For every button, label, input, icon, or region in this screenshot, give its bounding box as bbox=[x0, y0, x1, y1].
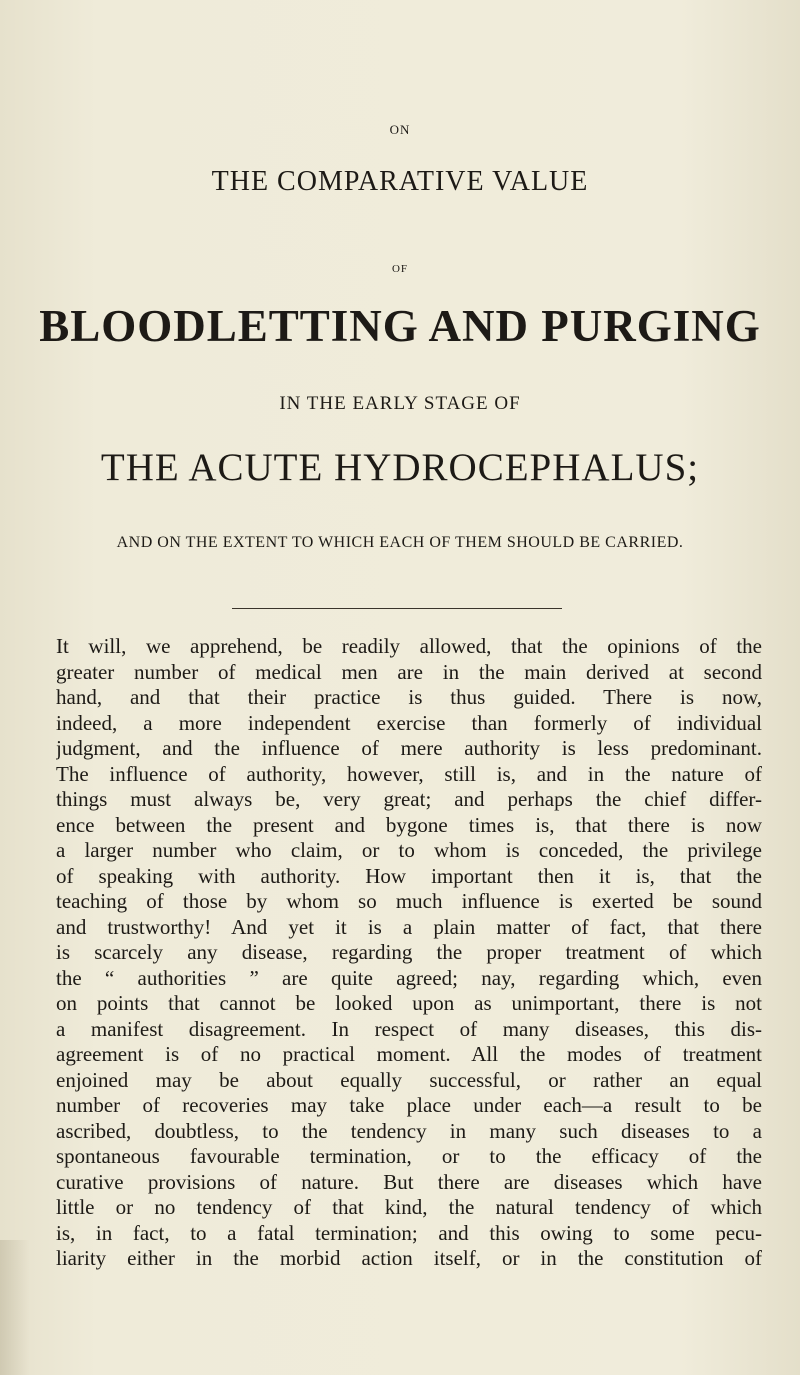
body-line: greater number of medical men are in the main derived at second bbox=[56, 659, 762, 684]
body-line: The influence of authority, however, still is, and in the nature of bbox=[56, 761, 762, 786]
body-paragraph bbox=[56, 634, 762, 1272]
title-line-1: THE COMPARATIVE VALUE bbox=[211, 166, 589, 197]
body-line: a larger number who claim, or to whom is conceded, the privilege bbox=[56, 838, 762, 862]
title-line-2: BLOODLETTING AND PURGING bbox=[39, 301, 761, 351]
body-line: enjoined may be about equally successful, or rather an equal bbox=[56, 1067, 762, 1092]
body-line: hand, and that their practice is thus guided. There is now, bbox=[56, 685, 762, 709]
section-divider bbox=[232, 608, 562, 609]
body-line: agreement is of no practical moment. All the modes of treatment bbox=[56, 1042, 762, 1066]
body-line: number of recoveries may take place under each—a result to be bbox=[56, 1093, 762, 1117]
body-line: ascribed, doubtless, to the tendency in many such diseases to a bbox=[56, 1118, 762, 1143]
heading-of: OF bbox=[391, 263, 409, 275]
body-line: curative provisions of nature. But there are diseases which have bbox=[56, 1169, 762, 1194]
body-line: on points that cannot be looked upon as unimportant, there is not bbox=[56, 991, 762, 1015]
subtitle-line-1: IN THE EARLY STAGE OF bbox=[279, 393, 521, 414]
body-line: spontaneous favourable termination, or to the efficacy of the bbox=[56, 1144, 762, 1168]
heading-on: ON bbox=[389, 122, 411, 137]
body-line: a manifest disagreement. In respect of many diseases, this dis- bbox=[56, 1016, 762, 1041]
body-line: of speaking with authority. How important then it is, that the bbox=[56, 863, 762, 888]
body-line: indeed, a more independent exercise than formerly of individual bbox=[56, 710, 762, 735]
body-line: It will, we apprehend, be readily allowed, that the opinions of the bbox=[56, 634, 762, 658]
page-edge-shadow bbox=[0, 1240, 30, 1375]
body-line: judgment, and the influence of mere authority is less predominant. bbox=[56, 736, 762, 760]
body-line: liarity either in the morbid action itself, or in the constitution of bbox=[56, 1246, 762, 1270]
body-line: the “ authorities ” are quite agreed; nay, regarding which, even bbox=[56, 965, 762, 990]
subtitle-line-2: AND ON THE EXTENT TO WHICH EACH OF THEM SHOULD BE CARRIED. bbox=[116, 534, 684, 551]
body-line: is scarcely any disease, regarding the proper treatment of which bbox=[56, 940, 762, 964]
body-line: teaching of those by whom so much influence is exerted be sound bbox=[56, 889, 762, 913]
body-line: little or no tendency of that kind, the natural tendency of which bbox=[56, 1195, 762, 1219]
body-line: is, in fact, to a fatal termination; and this owing to some pecu- bbox=[56, 1220, 762, 1245]
body-line: ence between the present and bygone times is, that there is now bbox=[56, 812, 762, 837]
body-line: things must always be, very great; and perhaps the chief differ- bbox=[56, 787, 762, 811]
body-line: and trustworthy! And yet it is a plain matter of fact, that there bbox=[56, 914, 762, 939]
title-line-3: THE ACUTE HYDROCEPHALUS; bbox=[100, 446, 700, 489]
